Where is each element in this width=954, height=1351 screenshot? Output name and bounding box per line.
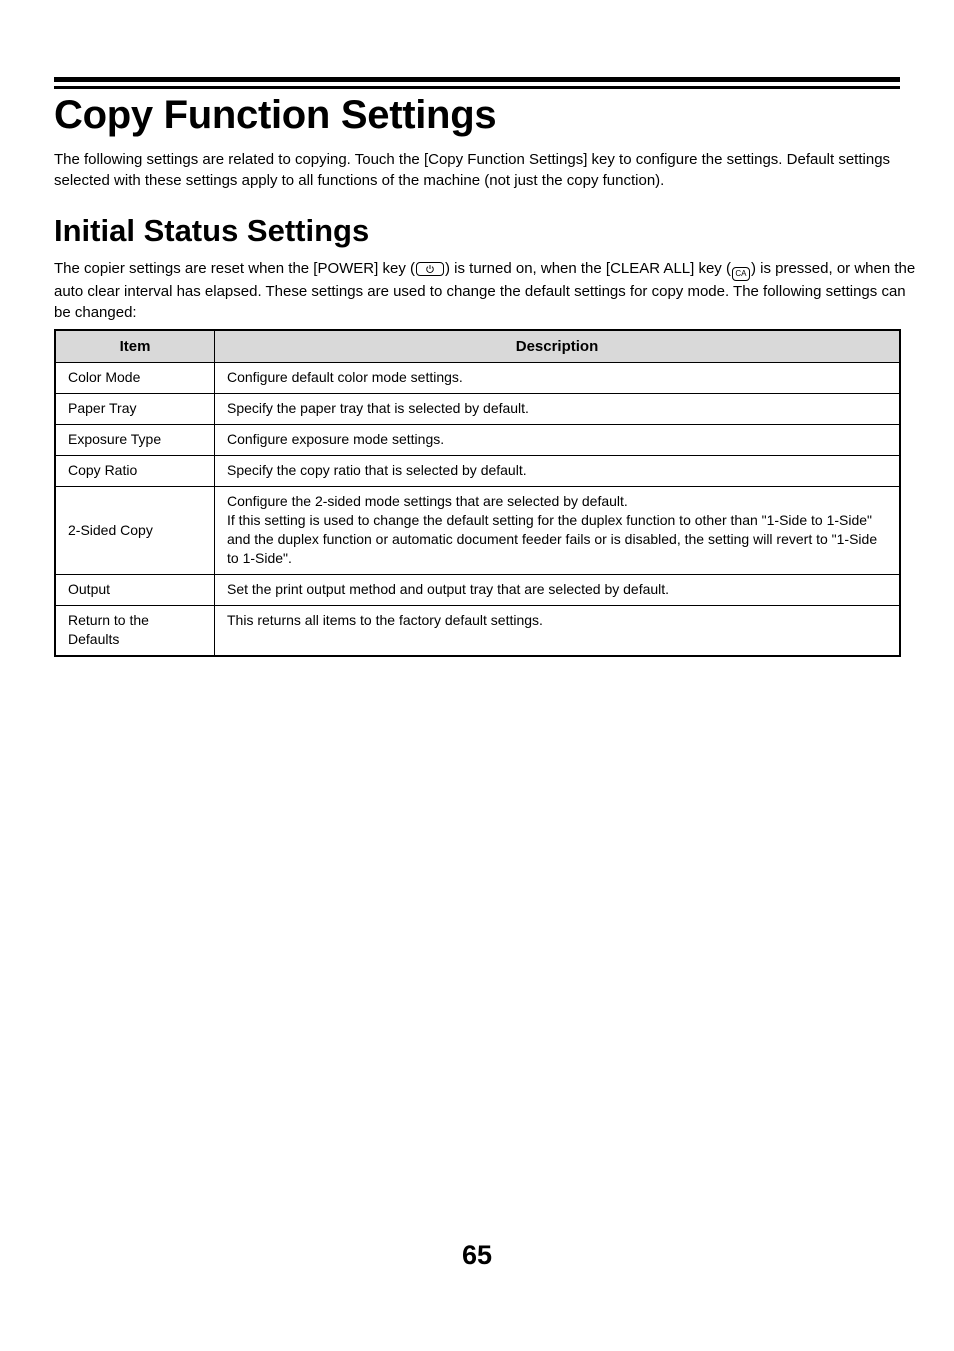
header-description: Description [215,330,901,363]
page-title: Copy Function Settings [54,93,497,137]
item-cell: Output [55,575,215,606]
description-cell: Set the print output method and output tray that are selected by default. [215,575,901,606]
description-line: Configure the 2-sided mode settings that are selected by default. [227,493,628,509]
page-number: 65 [461,1240,493,1270]
item-cell: Exposure Type [55,425,215,456]
item-cell: Copy Ratio [55,456,215,487]
description-cell: Specify the copy ratio that is selected by default. [215,456,901,487]
section-heading: Initial Status Settings [54,213,370,248]
table-row [55,456,900,487]
table-header-row [55,330,900,363]
settings-table [54,329,901,657]
power-icon [416,262,444,276]
section-paragraph [54,258,924,323]
item-cell: Color Mode [55,363,215,394]
description-cell: Specify the paper tray that is selected by default. [215,394,901,425]
para-text-1: The copier settings are reset when the [POWER] key ( [54,260,415,277]
table-row [55,606,900,657]
table-row [55,425,900,456]
intro-paragraph: The following settings are related to copying. Touch the [Copy Function Settings] key to configure the settings. Default settings selected with these settings apply to all functions of the machine (not just the copy function). [54,151,891,189]
item-cell: 2-Sided Copy [55,487,215,575]
title-rule-thin [54,86,900,89]
table-row [55,487,900,575]
item-cell [55,606,215,657]
item-text: Return to the Defaults [68,612,149,647]
table-row [55,394,900,425]
para-text-3: ) is pressed, or when the auto clear interval has elapsed. These settings are used to change the default settings for copy mode. The following settings can be changed: [54,260,916,321]
description-cell: This returns all items to the factory default settings. [215,606,901,657]
para-text-2: ) is turned on, when the [CLEAR ALL] key ( [444,260,731,277]
table-row [55,363,900,394]
description-note: If this setting is used to change the default setting for the duplex function to other than "1-Side to 1-Side" and the duplex function or automatic document feeder fails or is disabled, the setting will revert to "1-Side to 1-Side". [227,512,878,566]
clear-all-icon: CA [732,267,750,281]
table-row [55,575,900,606]
description-cell [215,487,901,575]
item-cell: Paper Tray [55,394,215,425]
description-cell: Configure exposure mode settings. [215,425,901,456]
description-cell: Configure default color mode settings. [215,363,901,394]
title-rule-thick [54,77,900,82]
header-item: Item [55,330,215,363]
